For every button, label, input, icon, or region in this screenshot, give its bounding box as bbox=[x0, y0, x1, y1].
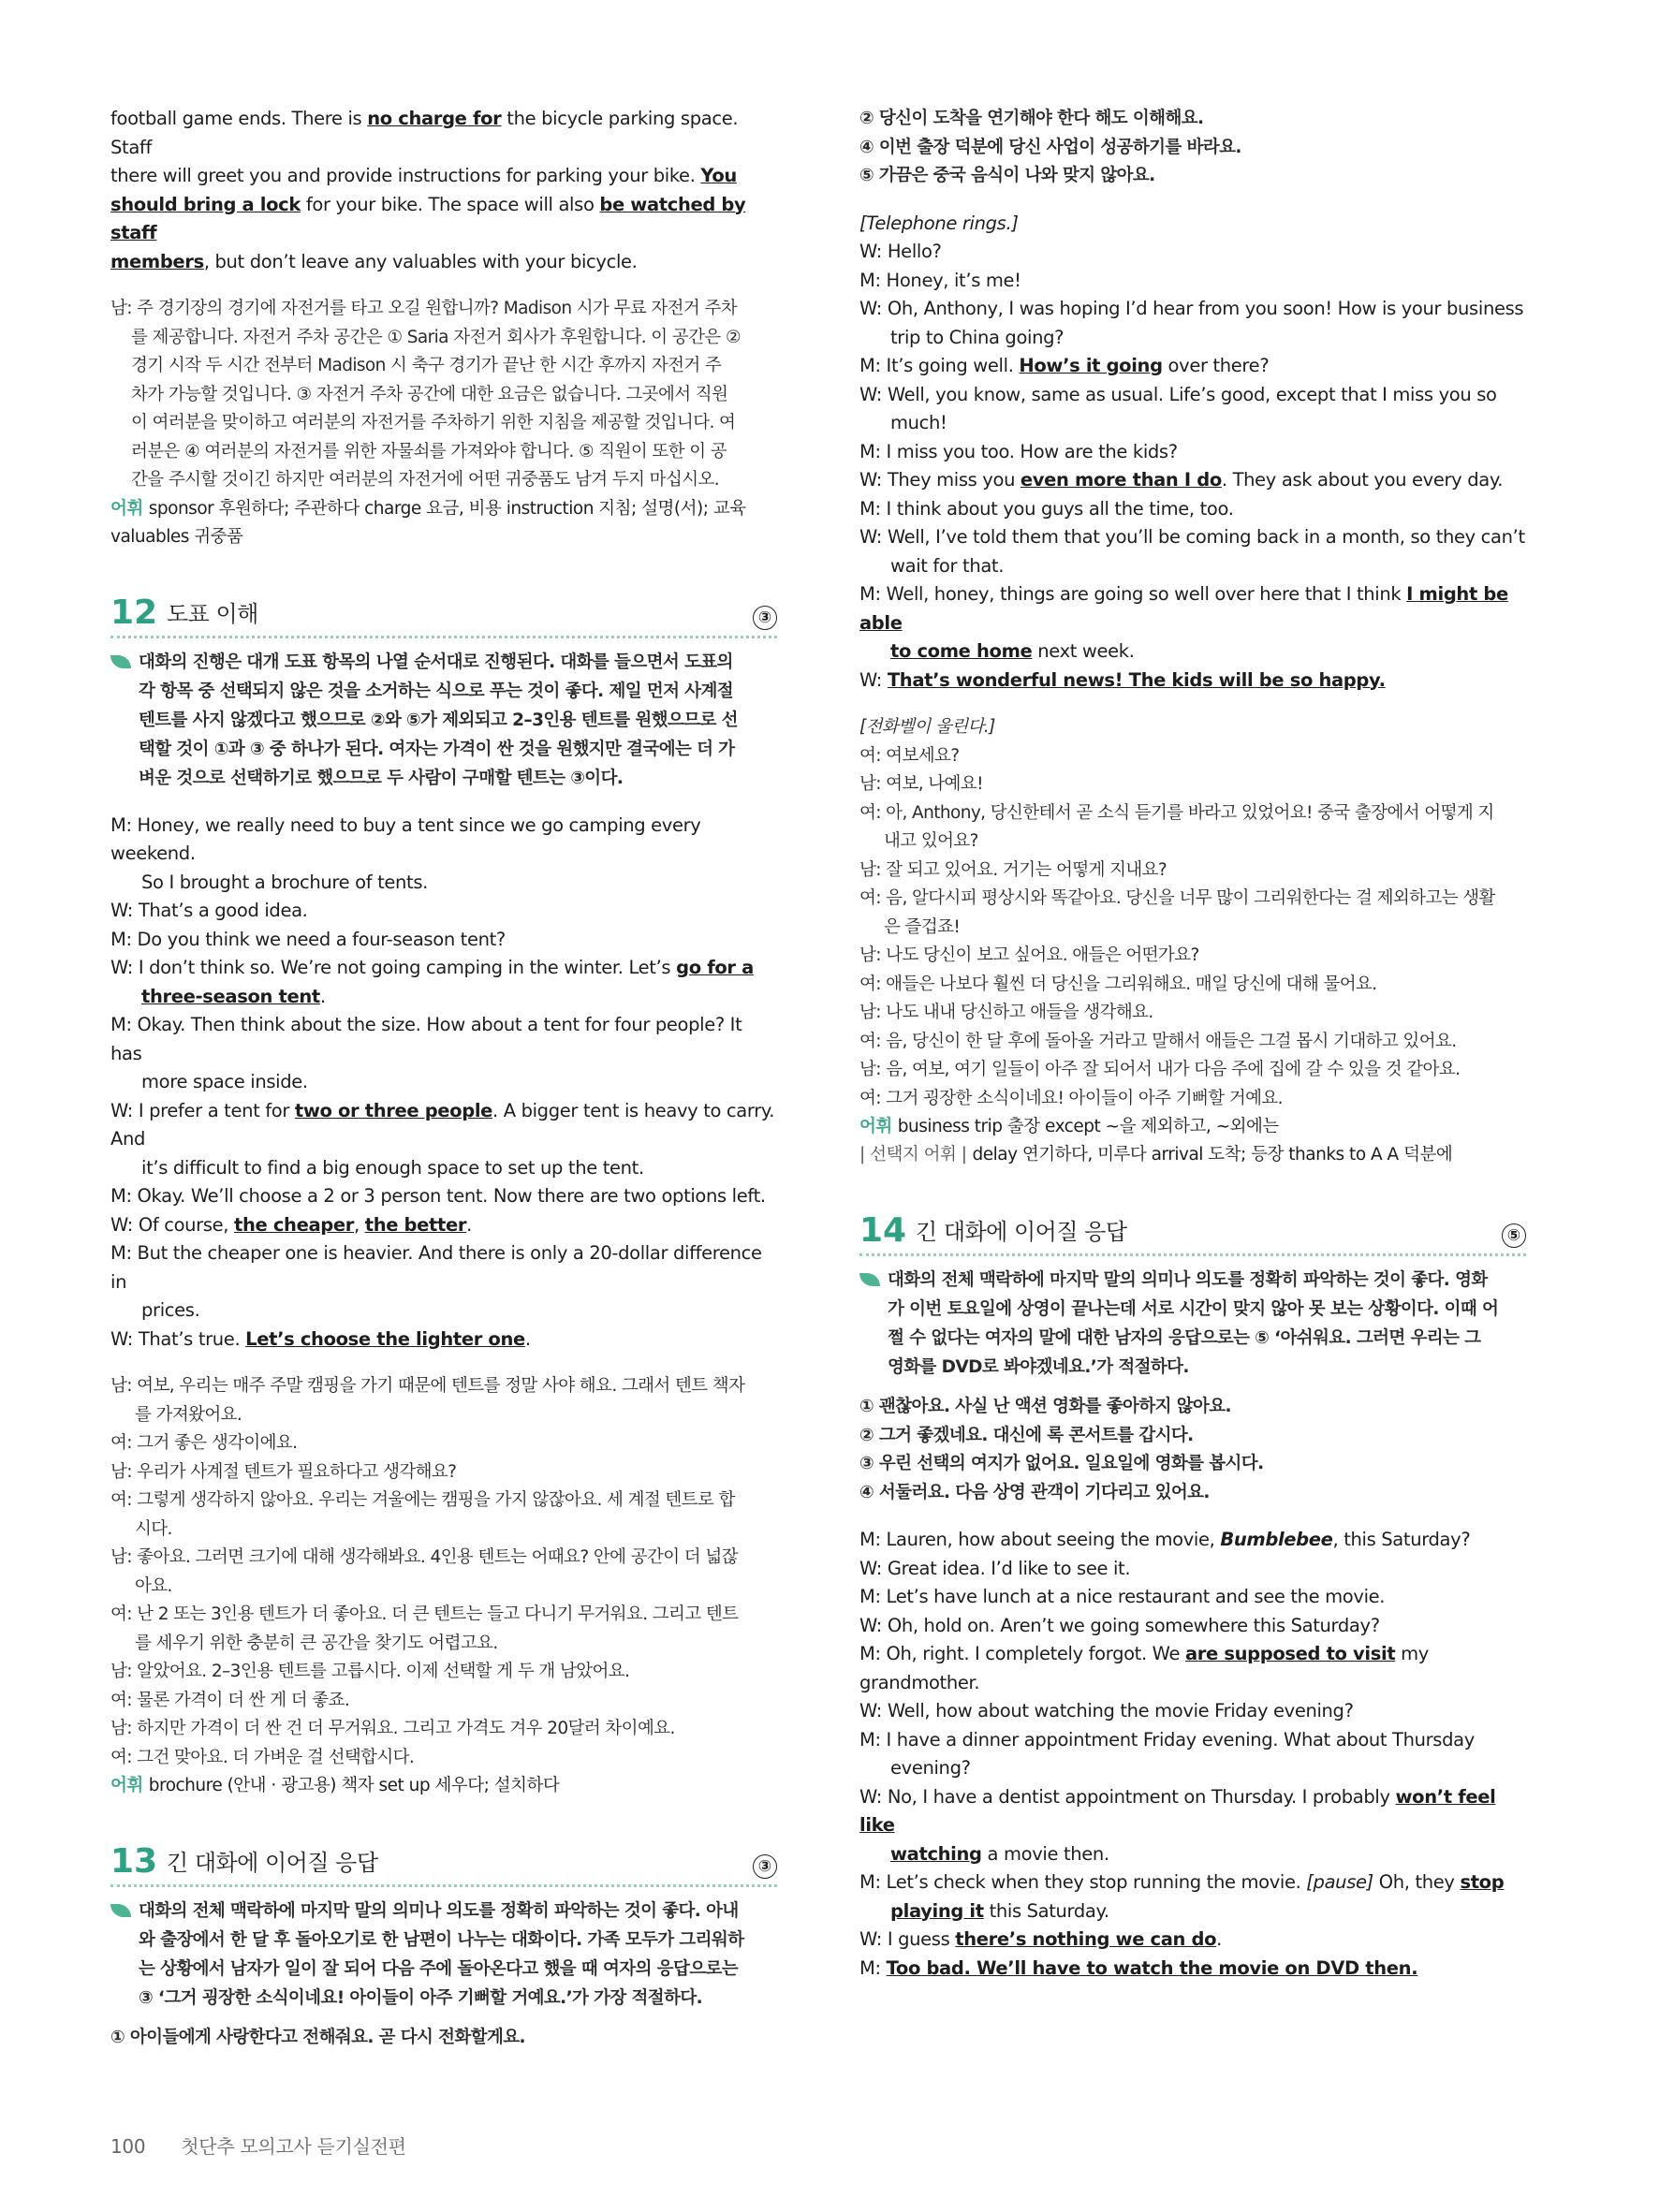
dialogue-line bbox=[859, 1783, 1526, 1840]
dialogue-turn bbox=[859, 1955, 1526, 1984]
dialogue-turn bbox=[859, 580, 1526, 667]
text-run: How’s it going bbox=[1019, 355, 1163, 376]
dialogue-line bbox=[859, 1754, 1526, 1783]
text-run: won’t feel like bbox=[859, 1785, 1496, 1836]
text-run: my grandmother. bbox=[859, 1643, 1429, 1693]
korean-line: 남: 여보, 나예요! bbox=[859, 774, 983, 794]
text-run: . They ask about you every day. bbox=[1221, 469, 1504, 491]
dialogue-line bbox=[859, 1955, 1526, 1984]
korean-turn bbox=[859, 971, 1526, 1000]
korean-line: 여: 난 2 또는 3인용 텐트가 더 좋아요. 더 큰 텐트는 들고 다니기 무거워요. 그리고 텐트 bbox=[110, 1604, 739, 1624]
korean-line: 여: 그건 맞아요. 더 가벼운 걸 선택합시다. bbox=[110, 1747, 415, 1767]
dialogue-line bbox=[859, 324, 1526, 353]
dialogue-line bbox=[859, 267, 1526, 296]
dialogue-line bbox=[859, 1612, 1526, 1641]
dialogue-line bbox=[859, 552, 1526, 581]
dialogue-line bbox=[859, 1555, 1526, 1584]
text-run: much! bbox=[890, 412, 947, 433]
section-12-vocab bbox=[110, 1772, 777, 1800]
korean-line: 내고 있어요? bbox=[884, 831, 978, 851]
text-run: M: Let’s have lunch at a nice restaurant and see the movie. bbox=[859, 1586, 1386, 1607]
text-line: ⑤ 가끔은 중국 음식이 나와 맞지 않아요. bbox=[859, 166, 1155, 185]
text-line: 택할 것이 ①과 ③ 중 하나가 된다. 여자는 가격이 싼 것을 원했지만 결국에는 더 가 bbox=[139, 739, 735, 759]
dialogue-turn bbox=[859, 1583, 1526, 1612]
intro-english-passage bbox=[110, 105, 777, 276]
text-line: 간을 주시할 것이긴 하지만 여러분의 자전거에 어떤 귀중품도 남겨 두지 마십시오. bbox=[131, 470, 720, 490]
text-run: football game ends. There is bbox=[110, 108, 368, 129]
text-run: three-season tent bbox=[141, 985, 320, 1007]
text-line: 남: 주 경기장의 경기에 자전거를 타고 오길 원합니까? Madison 시가 무료 자전거 주차 bbox=[110, 299, 738, 318]
text-run: are supposed to visit bbox=[1184, 1643, 1396, 1664]
dialogue-line bbox=[110, 1326, 777, 1355]
text-line: 대화의 진행은 대개 도표 항목의 나열 순서대로 진행된다. 대화를 들으면서 도표의 bbox=[139, 652, 733, 672]
dialogue-turn bbox=[859, 1526, 1526, 1555]
section-12-explanation bbox=[110, 648, 777, 793]
dialogue-turn bbox=[859, 466, 1526, 495]
page-number: 100 bbox=[110, 2135, 146, 2158]
korean-line: 남: 하지만 가격이 더 싼 건 더 무거워요. 그리고 가격도 겨우 20달러 차이예요. bbox=[110, 1719, 675, 1738]
dialogue-turn bbox=[110, 1239, 777, 1326]
text-line: 쩔 수 없다는 여자의 말에 대한 남자의 응답으로는 ⑤ ‘아쉬워요. 그러면 우리는 그 bbox=[888, 1328, 1481, 1348]
korean-line: 남: 나도 당신이 보고 싶어요. 애들은 어떤가요? bbox=[859, 945, 1199, 965]
korean-turn bbox=[859, 942, 1526, 971]
dialogue-line bbox=[110, 1154, 777, 1183]
answer-badge: ③ bbox=[753, 606, 777, 630]
text-run: W: They miss you bbox=[859, 469, 1021, 491]
text-run: W: Great idea. I’d like to see it. bbox=[859, 1557, 1131, 1579]
dialogue-turn bbox=[859, 667, 1526, 696]
text-run: . bbox=[466, 1213, 472, 1236]
text-run: . bbox=[1216, 1928, 1223, 1950]
text-run: W: I don’t think so. We’re not going camping in the winter. Let’s bbox=[110, 957, 677, 978]
text-line: 와 출장에서 한 달 후 돌아오기로 한 남편이 나누는 대화이다. 가족 모두가 그리워하 bbox=[139, 1930, 744, 1950]
dialogue-line bbox=[859, 1526, 1526, 1555]
text-run: even more than I do bbox=[1020, 469, 1222, 491]
vocab-text: business trip 출장 except ~을 제외하고, ~외에는 bbox=[897, 1117, 1279, 1136]
korean-line: 남: 여보, 우리는 매주 주말 캠핑을 가기 때문에 텐트를 정말 사야 해요. 그래서 텐트 책자 bbox=[110, 1376, 745, 1396]
choice-vocab-text: delay 연기하다, 미루다 arrival 도착; 등장 thanks to A A 덕분에 bbox=[972, 1145, 1453, 1165]
text-run: M: I think about you guys all the time, too. bbox=[859, 497, 1234, 520]
text-run: more space inside. bbox=[141, 1071, 308, 1092]
dialogue-line bbox=[859, 580, 1526, 637]
dialogue-line bbox=[859, 523, 1526, 552]
dialogue-turn bbox=[110, 1326, 777, 1355]
text-run: next week. bbox=[1032, 640, 1135, 662]
dialogue-line bbox=[859, 352, 1526, 381]
text-run: Bumblebee bbox=[1220, 1529, 1333, 1550]
dialogue-turn bbox=[110, 1097, 777, 1183]
leaf-icon bbox=[110, 655, 131, 668]
page-footer bbox=[110, 2131, 406, 2159]
text-run: members bbox=[110, 250, 204, 272]
vocab-line-2: valuables 귀중품 bbox=[110, 526, 243, 547]
text-run: That’s wonderful news! The kids will be so happy. bbox=[887, 668, 1386, 691]
vocab-label: 어휘 bbox=[110, 1776, 143, 1795]
dialogue-line bbox=[859, 1640, 1526, 1697]
text-run: the better bbox=[364, 1213, 467, 1236]
section-14-options bbox=[859, 1393, 1526, 1507]
korean-line: 를 가져왔어요. bbox=[135, 1404, 242, 1425]
text-line: 각 항목 중 선택되지 않은 것을 소거하는 식으로 푸는 것이 좋다. 제일 먼저 사계절 bbox=[139, 681, 734, 701]
leaf-icon bbox=[859, 1273, 880, 1286]
text-run: M: It’s going well. bbox=[859, 355, 1020, 376]
dialogue-line bbox=[110, 1211, 777, 1240]
korean-turn bbox=[859, 799, 1526, 857]
text-run: M: Okay. Then think about the size. How about a tent for four people? It has bbox=[110, 1014, 742, 1064]
text-run: W: Well, I’ve told them that you’ll be coming back in a month, so they can’t bbox=[859, 526, 1525, 548]
dialogue-turn bbox=[859, 523, 1526, 580]
korean-line: 여: 그거 좋은 생각이에요. bbox=[110, 1433, 298, 1453]
text-line: 텐트를 사지 않겠다고 했으므로 ②와 ⑤가 제외되고 2–3인용 텐트를 원했으므로 선 bbox=[139, 710, 738, 730]
dialogue-turn bbox=[859, 1926, 1526, 1955]
section-12-header bbox=[110, 594, 777, 638]
dialogue-turn bbox=[859, 495, 1526, 524]
korean-line: 를 세우기 위한 충분히 큰 공간을 찾기도 어렵고요. bbox=[135, 1633, 498, 1653]
text-line: ② 그거 좋겠네요. 대신에 록 콘서트를 갑시다. bbox=[859, 1425, 1194, 1445]
text-run: Oh, they bbox=[1373, 1871, 1461, 1893]
text-run: W: bbox=[859, 668, 888, 691]
dialogue-line bbox=[110, 1239, 777, 1296]
korean-line: 여: 아, Anthony, 당신한테서 곧 소식 듣기를 바라고 있었어요! 중국 출장에서 어떻게 지 bbox=[859, 802, 1494, 823]
korean-line: 남: 나도 내내 당신하고 애들을 생각해요. bbox=[859, 1003, 1153, 1022]
section-13-option-1: ① 아이들에게 사랑한다고 전해줘요. 곧 다시 전화할게요. bbox=[110, 2028, 525, 2047]
dialogue-turn bbox=[859, 295, 1526, 352]
dialogue-turn bbox=[859, 381, 1526, 438]
text-run: So I brought a brochure of tents. bbox=[141, 871, 429, 893]
text-run: watching bbox=[890, 1842, 982, 1865]
dialogue-line bbox=[859, 295, 1526, 324]
section-13-korean bbox=[859, 742, 1526, 1114]
section-number: 14 bbox=[859, 1211, 907, 1250]
dialogue-line bbox=[110, 1068, 777, 1097]
text-run: there’s nothing we can do bbox=[955, 1928, 1217, 1950]
stage-direction-korean: [전화벨이 울린다.] bbox=[859, 717, 995, 737]
text-line: 벼운 것으로 선택하기로 했으므로 두 사람이 구매할 텐트는 ③이다. bbox=[139, 768, 624, 788]
section-title: 긴 대화에 이어질 응답 bbox=[167, 1850, 378, 1876]
intro-vocab bbox=[110, 495, 777, 551]
text-run: two or three people bbox=[294, 1099, 493, 1121]
dialogue-line bbox=[859, 466, 1526, 495]
text-run: W: Well, how about watching the movie Friday evening? bbox=[859, 1700, 1354, 1721]
text-run: this Saturday. bbox=[983, 1899, 1109, 1922]
text-run: M: bbox=[859, 1956, 887, 1979]
text-run: should bring a lock bbox=[110, 193, 301, 215]
dialogue-line bbox=[859, 381, 1526, 410]
korean-turn bbox=[110, 1487, 777, 1544]
text-run: You bbox=[700, 165, 737, 186]
answer-badge: ⑤ bbox=[1502, 1223, 1526, 1248]
text-line: 대화의 전체 맥락하에 마지막 말의 의미나 의도를 정확히 파악하는 것이 좋다. 아내 bbox=[139, 1901, 739, 1921]
korean-turn bbox=[859, 1085, 1526, 1114]
korean-turn bbox=[110, 1544, 777, 1601]
text-run: M: Oh, right. I completely forgot. We bbox=[859, 1643, 1185, 1664]
dialogue-turn bbox=[859, 267, 1526, 296]
vocab-label: 어휘 bbox=[110, 498, 143, 519]
leaf-icon bbox=[110, 1904, 131, 1917]
korean-line: 남: 알았어요. 2–3인용 텐트를 고릅시다. 이제 선택할 게 두 개 남았어요. bbox=[110, 1662, 630, 1681]
section-13-dialogue bbox=[859, 238, 1526, 695]
section-14-explanation bbox=[859, 1266, 1526, 1382]
text-run: [pause] bbox=[1306, 1871, 1373, 1893]
dialogue-line bbox=[859, 637, 1526, 667]
text-run: over there? bbox=[1162, 355, 1270, 376]
vocab-text: brochure (안내 · 광고용) 책자 set up 세우다; 설치하다 bbox=[148, 1776, 560, 1795]
text-run: W: I prefer a tent for bbox=[110, 1099, 295, 1121]
text-run: . bbox=[319, 985, 326, 1007]
dialogue-line bbox=[110, 1296, 777, 1326]
korean-turn bbox=[110, 1658, 777, 1687]
text-run: M: I have a dinner appointment Friday evening. What about Thursday bbox=[859, 1728, 1475, 1751]
text-run: M: Well, honey, things are going so well over here that I think bbox=[859, 583, 1407, 605]
dialogue-line bbox=[110, 926, 777, 955]
dialogue-turn bbox=[859, 1640, 1526, 1697]
dialogue-turn bbox=[110, 954, 777, 1011]
dialogue-line bbox=[110, 1182, 777, 1211]
dialogue-turn bbox=[859, 1726, 1526, 1783]
text-run: M: Okay. We’ll choose a 2 or 3 person tent. Now there are two options left. bbox=[110, 1185, 766, 1207]
dialogue-line bbox=[110, 1011, 777, 1068]
text-run: be watched by staff bbox=[110, 193, 746, 243]
dialogue-turn bbox=[859, 1868, 1526, 1926]
vocab-line-1: sponsor 후원하다; 주관하다 charge 요금, 비용 instruction 지침; 설명(서); 교육 bbox=[148, 498, 746, 519]
korean-turn bbox=[110, 1744, 777, 1773]
section-13-explanation bbox=[110, 1897, 777, 2013]
text-run: W: Oh, hold on. Aren’t we going somewhere this Saturday? bbox=[859, 1614, 1380, 1636]
korean-line: 여: 물론 가격이 더 싼 게 더 좋죠. bbox=[110, 1690, 350, 1710]
dialogue-turn bbox=[859, 1555, 1526, 1584]
text-line: 를 제공합니다. 자전거 주차 공간은 ① Saria 자전거 회사가 후원합니다. 이 공간은 ② bbox=[131, 327, 741, 347]
text-line bbox=[110, 105, 777, 162]
text-run: prices. bbox=[141, 1299, 200, 1321]
text-run: a movie then. bbox=[981, 1842, 1109, 1865]
dialogue-line bbox=[859, 495, 1526, 524]
text-run: for your bike. The space will also bbox=[301, 193, 600, 215]
text-run: W: Well, you know, same as usual. Life’s good, except that I miss you so bbox=[859, 383, 1497, 405]
dialogue-line bbox=[110, 897, 777, 926]
text-run: M: But the cheaper one is heavier. And there is only a 20-dollar difference in bbox=[110, 1242, 762, 1293]
korean-turn bbox=[859, 1056, 1526, 1085]
dialogue-line bbox=[859, 1583, 1526, 1612]
text-line bbox=[110, 191, 777, 248]
text-run: Let’s choose the lighter one bbox=[245, 1327, 525, 1350]
section-13-options bbox=[859, 105, 1526, 191]
korean-turn bbox=[110, 1715, 777, 1744]
section-14-dialogue bbox=[859, 1526, 1526, 1983]
text-run: . bbox=[524, 1327, 531, 1350]
korean-turn bbox=[859, 1028, 1526, 1057]
dialogue-turn bbox=[110, 926, 777, 955]
text-line: ④ 서둘러요. 다음 상영 관객이 기다리고 있어요. bbox=[859, 1482, 1210, 1502]
text-run: no charge for bbox=[367, 108, 502, 129]
intro-korean-translation bbox=[110, 295, 777, 495]
text-line: ③ ‘그거 굉장한 소식이네요! 아이들이 아주 기뻐할 거예요.’가 가장 적절하다. bbox=[139, 1988, 703, 2008]
vocab-label: 어휘 bbox=[859, 1117, 892, 1136]
text-run: , bbox=[354, 1213, 365, 1236]
text-run: the bicycle parking space. Staff bbox=[110, 108, 739, 158]
section-title: 긴 대화에 이어질 응답 bbox=[916, 1219, 1127, 1245]
text-run: M: Lauren, how about seeing the movie, bbox=[859, 1529, 1221, 1550]
section-12-dialogue bbox=[110, 812, 777, 1355]
section-12-korean bbox=[110, 1372, 777, 1772]
section-13-vocab bbox=[859, 1113, 1526, 1169]
text-run: there will greet you and provide instructions for parking your bike. bbox=[110, 165, 701, 186]
text-run: wait for that. bbox=[890, 554, 1005, 577]
korean-line: 남: 좋아요. 그러면 크기에 대해 생각해봐요. 4인용 텐트는 어때요? 안에 공간이 더 넓잖 bbox=[110, 1547, 738, 1567]
dialogue-line bbox=[859, 1726, 1526, 1755]
text-line bbox=[110, 162, 777, 191]
dialogue-line bbox=[859, 1926, 1526, 1955]
choice-vocab-label: | 선택지 어휘 | bbox=[859, 1145, 967, 1165]
text-run: go for a bbox=[676, 957, 754, 978]
korean-turn bbox=[110, 1687, 777, 1716]
text-line: ④ 이번 출장 덕분에 당신 사업이 성공하기를 바라요. bbox=[859, 137, 1241, 157]
korean-turn bbox=[859, 999, 1526, 1028]
text-run: evening? bbox=[890, 1757, 971, 1779]
text-run: M: Let’s check when they stop running the movie. bbox=[859, 1871, 1307, 1893]
korean-turn bbox=[859, 885, 1526, 942]
dialogue-line bbox=[859, 1897, 1526, 1926]
section-number: 12 bbox=[110, 593, 158, 632]
korean-turn bbox=[110, 1458, 777, 1487]
dialogue-turn bbox=[110, 1211, 777, 1240]
korean-line: 여: 애들은 나보다 훨씬 더 당신을 그리워해요. 매일 당신에 대해 물어요. bbox=[859, 974, 1377, 994]
korean-turn bbox=[859, 742, 1526, 771]
korean-turn bbox=[859, 857, 1526, 886]
dialogue-line bbox=[859, 238, 1526, 267]
korean-line: 은 즐겁죠! bbox=[884, 916, 961, 937]
korean-line: 여: 그렇게 생각하지 않아요. 우리는 겨울에는 캠핑을 가지 않잖아요. 세 계절 텐트로 합 bbox=[110, 1490, 735, 1510]
dialogue-turn bbox=[110, 812, 777, 898]
korean-turn bbox=[110, 1601, 777, 1658]
dialogue-line bbox=[110, 983, 777, 1012]
dialogue-line bbox=[859, 1697, 1526, 1726]
text-line: 대화의 전체 맥락하에 마지막 말의 의미나 의도를 정확히 파악하는 것이 좋다. 영화 bbox=[888, 1270, 1488, 1290]
section-number: 13 bbox=[110, 1842, 158, 1881]
text-run: , this Saturday? bbox=[1332, 1529, 1471, 1550]
text-run: to come home bbox=[890, 640, 1033, 662]
text-line bbox=[110, 248, 777, 277]
text-run: W: That’s a good idea. bbox=[110, 900, 308, 921]
korean-turn bbox=[110, 1429, 777, 1458]
dialogue-line bbox=[110, 954, 777, 983]
dialogue-line bbox=[110, 812, 777, 869]
dialogue-turn bbox=[110, 1011, 777, 1097]
dialogue-line bbox=[110, 1097, 777, 1154]
korean-line: 아요. bbox=[135, 1575, 172, 1596]
korean-line: 여: 음, 알다시피 평상시와 똑같아요. 당신을 너무 많이 그리워한다는 걸 제외하고는 생활 bbox=[859, 888, 1495, 908]
korean-line: 여: 음, 당신이 한 달 후에 돌아올 거라고 말해서 애들은 그걸 몹시 기대하고 있어요. bbox=[859, 1031, 1457, 1051]
korean-line: 남: 잘 되고 있어요. 거기는 어떻게 지내요? bbox=[859, 859, 1167, 880]
text-line: 이 여러분을 맞이하고 여러분의 자전거를 주차하기 위한 지침을 제공할 것입니다. 여 bbox=[131, 413, 736, 432]
text-run: W: No, I have a dentist appointment on Thursday. I probably bbox=[859, 1785, 1396, 1808]
text-run: . A bigger tent is heavy to carry. And bbox=[110, 1099, 775, 1150]
text-run: the cheaper bbox=[234, 1213, 355, 1236]
text-run: , but don’t leave any valuables with your bicycle. bbox=[203, 250, 638, 272]
korean-line: 여: 그거 굉장한 소식이네요! 아이들이 아주 기뻐할 거예요. bbox=[859, 1088, 1283, 1108]
text-run: W: I guess bbox=[859, 1928, 956, 1950]
dialogue-turn bbox=[859, 352, 1526, 381]
dialogue-turn bbox=[859, 1697, 1526, 1726]
dialogue-turn bbox=[859, 1783, 1526, 1869]
text-run: W: Oh, Anthony, I was hoping I’d hear from you soon! How is your business bbox=[859, 298, 1524, 319]
dialogue-line bbox=[859, 667, 1526, 696]
dialogue-line bbox=[859, 1868, 1526, 1897]
section-13-header bbox=[110, 1843, 777, 1887]
text-run: Too bad. We’ll have to watch the movie on DVD then. bbox=[886, 1956, 1418, 1979]
section-title: 도표 이해 bbox=[167, 600, 258, 627]
korean-turn bbox=[859, 770, 1526, 799]
text-line: 는 상황에서 남자가 일이 잘 되어 다음 주에 돌아온다고 했을 때 여자의 응답으로는 bbox=[139, 1959, 739, 1979]
dialogue-turn bbox=[110, 897, 777, 926]
dialogue-line bbox=[859, 438, 1526, 467]
text-run: stop bbox=[1460, 1871, 1505, 1893]
text-line: ① 괜찮아요. 사실 난 액션 영화를 좋아하지 않아요. bbox=[859, 1397, 1231, 1416]
text-line: 경기 시작 두 시간 전부터 Madison 시 축구 경기가 끝난 한 시간 후까지 자전거 주 bbox=[131, 356, 722, 375]
right-column bbox=[859, 105, 1526, 1983]
korean-line: 남: 음, 여보, 여기 일들이 아주 잘 되어서 내가 다음 주에 집에 갈 수 있을 것 같아요. bbox=[859, 1060, 1461, 1079]
left-column bbox=[110, 105, 777, 2053]
korean-turn bbox=[110, 1372, 777, 1429]
dialogue-turn bbox=[859, 1612, 1526, 1641]
text-line: ② 당신이 도착을 연기해야 한다 해도 이해해요. bbox=[859, 109, 1204, 128]
korean-line: 여: 여보세요? bbox=[859, 745, 960, 766]
dialogue-turn bbox=[859, 238, 1526, 267]
text-run: W: That’s true. bbox=[110, 1327, 246, 1350]
text-run: M: Honey, we really need to buy a tent since we go camping every weekend. bbox=[110, 813, 701, 864]
dialogue-line bbox=[859, 409, 1526, 438]
dialogue-turn bbox=[859, 438, 1526, 467]
dialogue-line bbox=[110, 869, 777, 898]
section-14-header bbox=[859, 1212, 1526, 1256]
dialogue-line bbox=[859, 1840, 1526, 1869]
text-line: 가 이번 토요일에 상영이 끝나는데 서로 시간이 맞지 않아 못 보는 상황이다. 이때 어 bbox=[888, 1299, 1499, 1319]
stage-direction: [Telephone rings.] bbox=[859, 212, 1019, 234]
text-run: W: Of course, bbox=[110, 1213, 235, 1236]
korean-line: 시다. bbox=[135, 1518, 172, 1539]
dialogue-turn bbox=[110, 1182, 777, 1211]
text-run: M: Do you think we need a four-season tent? bbox=[110, 928, 506, 950]
answer-badge: ③ bbox=[753, 1854, 777, 1879]
text-run: W: Hello? bbox=[859, 241, 942, 262]
text-line: 영화를 DVD로 봐야겠네요.’가 적절하다. bbox=[888, 1357, 1189, 1377]
text-run: playing it bbox=[890, 1899, 984, 1922]
text-line: 러분은 ④ 여러분의 자전거를 위한 자물쇠를 가져와야 합니다. ⑤ 직원이 또한 이 공 bbox=[131, 441, 727, 461]
text-line: ③ 우린 선택의 여지가 없어요. 일요일에 영화를 봅시다. bbox=[859, 1454, 1264, 1473]
text-run: I might be able bbox=[859, 583, 1508, 634]
text-run: trip to China going? bbox=[890, 326, 1065, 348]
text-run: it’s difficult to find a big enough space to set up the tent. bbox=[141, 1156, 644, 1179]
text-run: M: Honey, it’s me! bbox=[859, 269, 1021, 291]
text-line: 차가 가능할 것입니다. ③ 자전거 주차 공간에 대한 요금은 없습니다. 그곳에서 직원 bbox=[131, 384, 728, 404]
book-title: 첫단추 모의고사 듣기실전편 bbox=[181, 2135, 406, 2158]
korean-line: 남: 우리가 사계절 텐트가 필요하다고 생각해요? bbox=[110, 1461, 457, 1482]
text-run: M: I miss you too. How are the kids? bbox=[859, 440, 1178, 462]
